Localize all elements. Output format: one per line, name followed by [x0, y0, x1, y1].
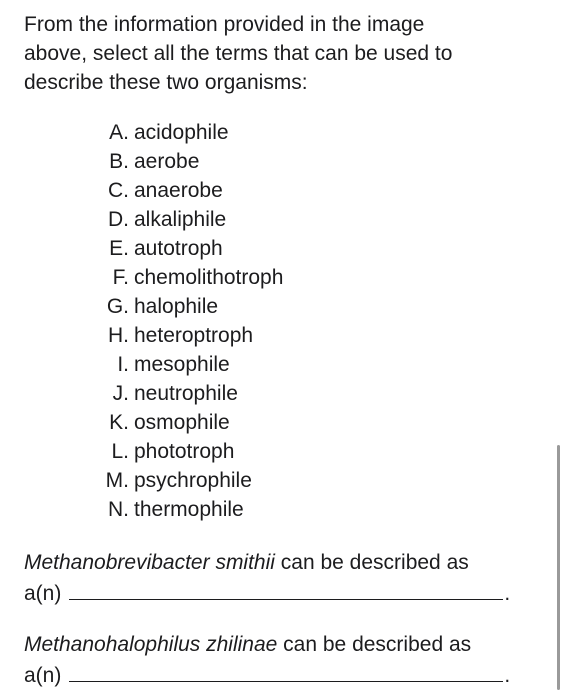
answer-blank-2[interactable] [69, 659, 503, 682]
option-letter: K. [109, 411, 129, 434]
option-letter: M. [105, 469, 129, 492]
option-term: osmophile [134, 411, 230, 434]
option-term: alkaliphile [134, 208, 227, 231]
option-l[interactable] [90, 437, 450, 466]
fill-in-prompt [24, 548, 544, 577]
option-d[interactable] [90, 205, 450, 234]
question-line: From the information provided in the image [24, 13, 425, 36]
option-letter: B. [109, 150, 129, 173]
option-h[interactable] [90, 321, 450, 350]
prompt-suffix: can be described as [274, 551, 469, 574]
option-g[interactable] [90, 292, 450, 321]
option-a[interactable] [90, 118, 450, 147]
option-letter: H. [108, 324, 129, 347]
option-letter: E. [109, 237, 129, 260]
question-prompt [24, 10, 534, 97]
answer-options-list [90, 118, 450, 524]
option-letter: N. [108, 498, 129, 521]
option-c[interactable] [90, 176, 450, 205]
option-e[interactable] [90, 234, 450, 263]
option-term: psychrophile [134, 469, 252, 492]
answer-prefix: a(n) [24, 582, 62, 605]
option-term: acidophile [134, 121, 229, 144]
fill-in-question-1 [24, 548, 544, 608]
species-name: Methanobrevibacter smithii [24, 551, 275, 574]
option-letter: I. [117, 353, 129, 376]
option-term: halophile [134, 295, 219, 318]
option-k[interactable] [90, 408, 450, 437]
fill-in-answer-row [24, 659, 544, 690]
option-letter: A. [109, 121, 129, 144]
option-term: chemolithotroph [134, 266, 284, 289]
option-letter: F. [112, 266, 129, 289]
option-term: neutrophile [134, 382, 238, 405]
option-term: mesophile [134, 353, 230, 376]
option-term: phototroph [134, 440, 235, 463]
question-line: describe these two organisms: [24, 71, 308, 94]
answer-period: . [504, 664, 511, 687]
answer-blank-1[interactable] [69, 577, 503, 600]
answer-period: . [504, 582, 511, 605]
vertical-scrollbar[interactable] [557, 445, 560, 690]
option-term: autotroph [134, 237, 223, 260]
option-term: thermophile [134, 498, 244, 521]
option-f[interactable] [90, 263, 450, 292]
option-letter: G. [106, 295, 129, 318]
option-i[interactable] [90, 350, 450, 379]
option-letter: J. [112, 382, 129, 405]
fill-in-question-2 [24, 630, 544, 690]
question-line: above, select all the terms that can be used to [24, 42, 453, 65]
answer-prefix: a(n) [24, 664, 62, 687]
fill-in-prompt [24, 630, 544, 659]
option-term: aerobe [134, 150, 200, 173]
option-j[interactable] [90, 379, 450, 408]
option-term: anaerobe [134, 179, 223, 202]
option-letter: L. [111, 440, 129, 463]
option-n[interactable] [90, 495, 450, 524]
fill-in-answer-row [24, 577, 544, 608]
option-b[interactable] [90, 147, 450, 176]
option-letter: C. [108, 179, 129, 202]
option-letter: D. [108, 208, 129, 231]
option-m[interactable] [90, 466, 450, 495]
species-name: Methanohalophilus zhilinae [24, 633, 278, 656]
prompt-suffix: can be described as [277, 633, 472, 656]
option-term: heteroptroph [134, 324, 254, 347]
